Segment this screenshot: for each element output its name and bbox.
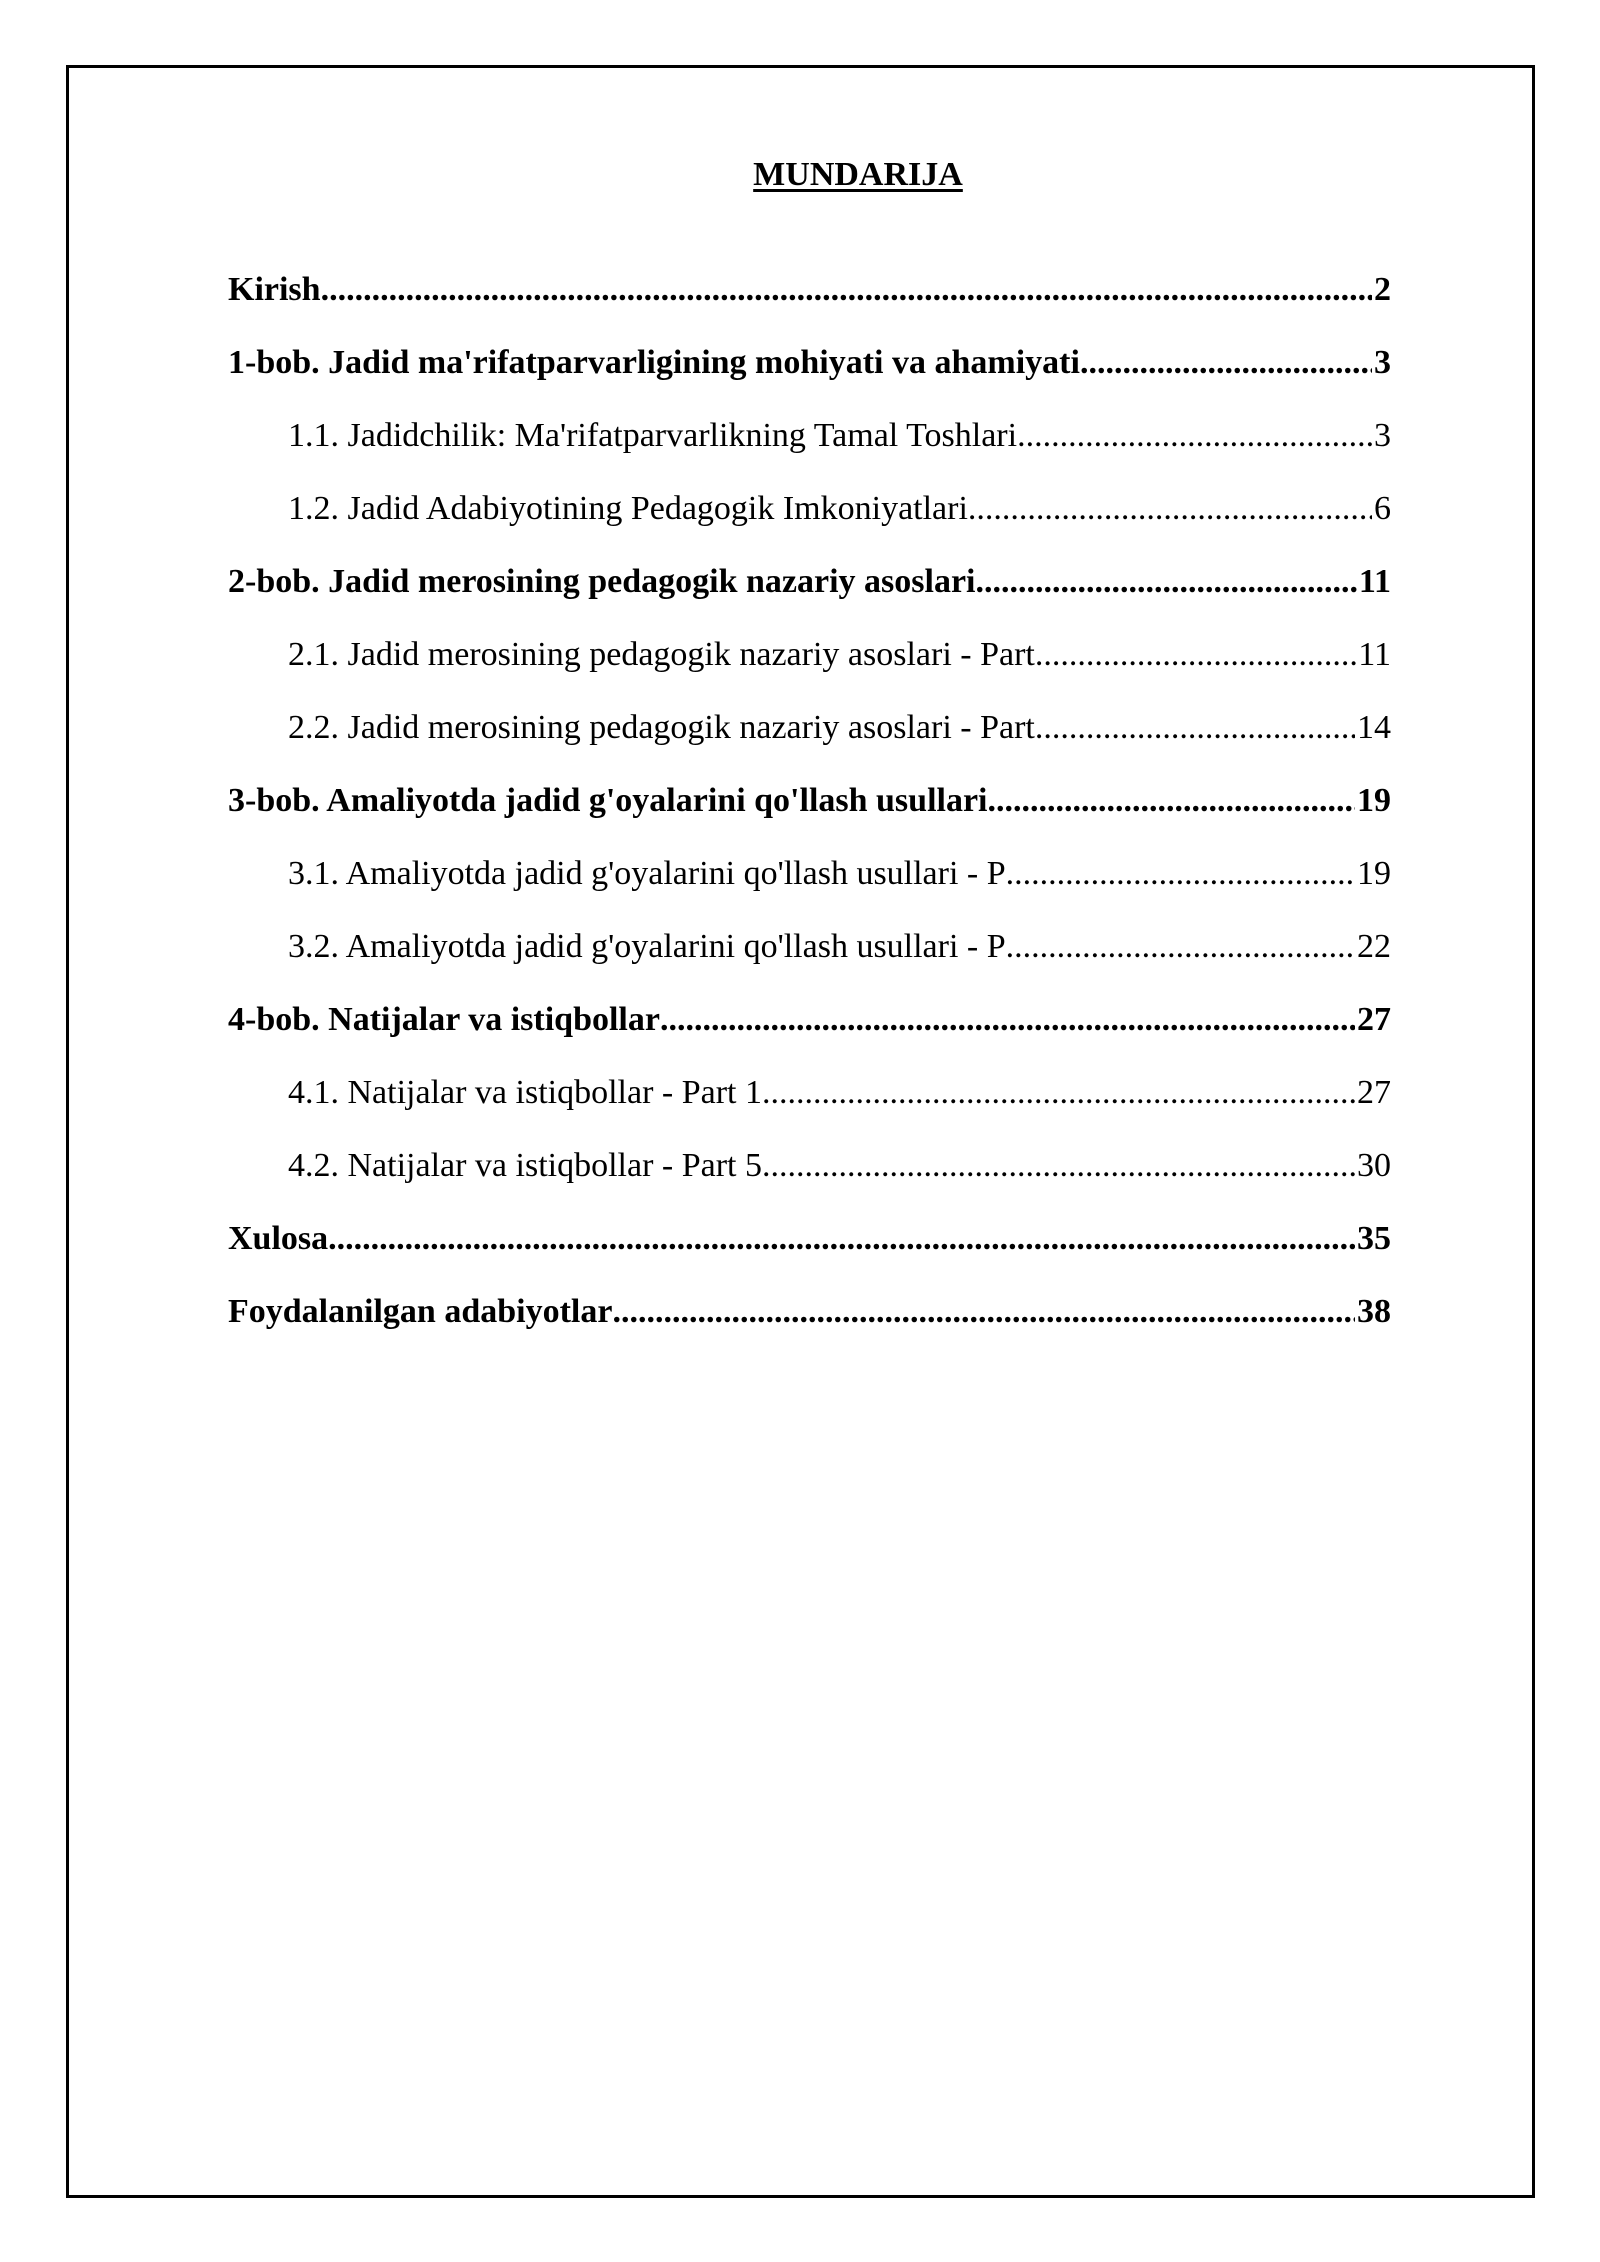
dot-leader [762,1129,1355,1202]
toc-page-number: 35 [1357,1220,1391,1257]
toc-entry-label: 4.2. Natijalar va istiqbollar - Part 5 [288,1147,762,1184]
toc-entry-section-2-2 [228,691,1391,764]
toc-entry-label: 1.1. Jadidchilik: Ma'rifatparvarlikning Tamal Toshlari [288,417,1018,454]
dot-leader [321,253,1372,326]
toc-page-number: 6 [1374,490,1391,527]
toc-entry-chapter-4 [228,983,1391,1056]
toc-page-number: 30 [1357,1147,1391,1184]
toc-entry-label: Kirish [228,271,321,308]
table-of-contents [228,253,1391,1348]
dot-leader [976,545,1357,618]
toc-page-number: 38 [1357,1293,1391,1330]
dot-leader [762,1056,1355,1129]
dot-leader [1006,837,1355,910]
toc-page-number: 2 [1374,271,1391,308]
dot-leader [1080,326,1372,399]
toc-page-number: 19 [1357,855,1391,892]
dot-leader [988,764,1355,837]
toc-entry-section-2-1 [228,618,1391,691]
toc-entry-label: 4-bob. Natijalar va istiqbollar [228,1001,660,1038]
toc-entry-label: 4.1. Natijalar va istiqbollar - Part 1 [288,1074,762,1111]
toc-entry-label: 3-bob. Amaliyotda jadid g'oyalarini qo'llash usullari [228,782,988,819]
toc-entry-section-1-1 [228,399,1391,472]
toc-entry-label: 2.2. Jadid merosining pedagogik nazariy asoslari - Part [288,709,1035,746]
toc-entry-references [228,1275,1391,1348]
dot-leader [1035,618,1356,691]
toc-entry-chapter-3 [228,764,1391,837]
toc-page-number: 11 [1358,636,1391,673]
toc-page-number: 3 [1374,344,1391,381]
toc-entry-label: 3.2. Amaliyotda jadid g'oyalarini qo'llash usullari - P [288,928,1006,965]
toc-entry-label: Xulosa [228,1220,329,1257]
dot-leader [612,1275,1355,1348]
page-title: MUNDARIJA [753,156,963,193]
dot-leader [328,1202,1355,1275]
toc-page-number: 11 [1358,563,1391,600]
toc-entry-chapter-1 [228,326,1391,399]
toc-page-number: 14 [1357,709,1391,746]
toc-entry-label: Foydalanilgan adabiyotlar [228,1293,613,1330]
toc-entry-label: 1-bob. Jadid ma'rifatparvarligining mohiyati va ahamiyati [228,344,1080,381]
toc-entry-introduction [228,253,1391,326]
dot-leader [1006,910,1355,983]
toc-entry-label: 1.2. Jadid Adabiyotining Pedagogik Imkoniyatlari [288,490,968,527]
toc-page-number: 3 [1374,417,1391,454]
dot-leader [1017,399,1372,472]
toc-page-number: 19 [1357,782,1391,819]
toc-entry-section-1-2 [228,472,1391,545]
toc-entry-label: 2.1. Jadid merosining pedagogik nazariy asoslari - Part [288,636,1035,673]
toc-entry-section-4-2 [228,1129,1391,1202]
toc-entry-conclusion [228,1202,1391,1275]
dot-leader [1035,691,1355,764]
toc-entry-label: 3.1. Amaliyotda jadid g'oyalarini qo'llash usullari - P [288,855,1006,892]
toc-page-number: 27 [1357,1001,1391,1038]
toc-page-number: 22 [1357,928,1391,965]
toc-entry-chapter-2 [228,545,1391,618]
toc-page-number: 27 [1357,1074,1391,1111]
dot-leader [660,983,1355,1056]
toc-entry-label: 2-bob. Jadid merosining pedagogik nazariy asoslari [228,563,976,600]
toc-entry-section-4-1 [228,1056,1391,1129]
toc-entry-section-3-1 [228,837,1391,910]
toc-entry-section-3-2 [228,910,1391,983]
dot-leader [968,472,1372,545]
